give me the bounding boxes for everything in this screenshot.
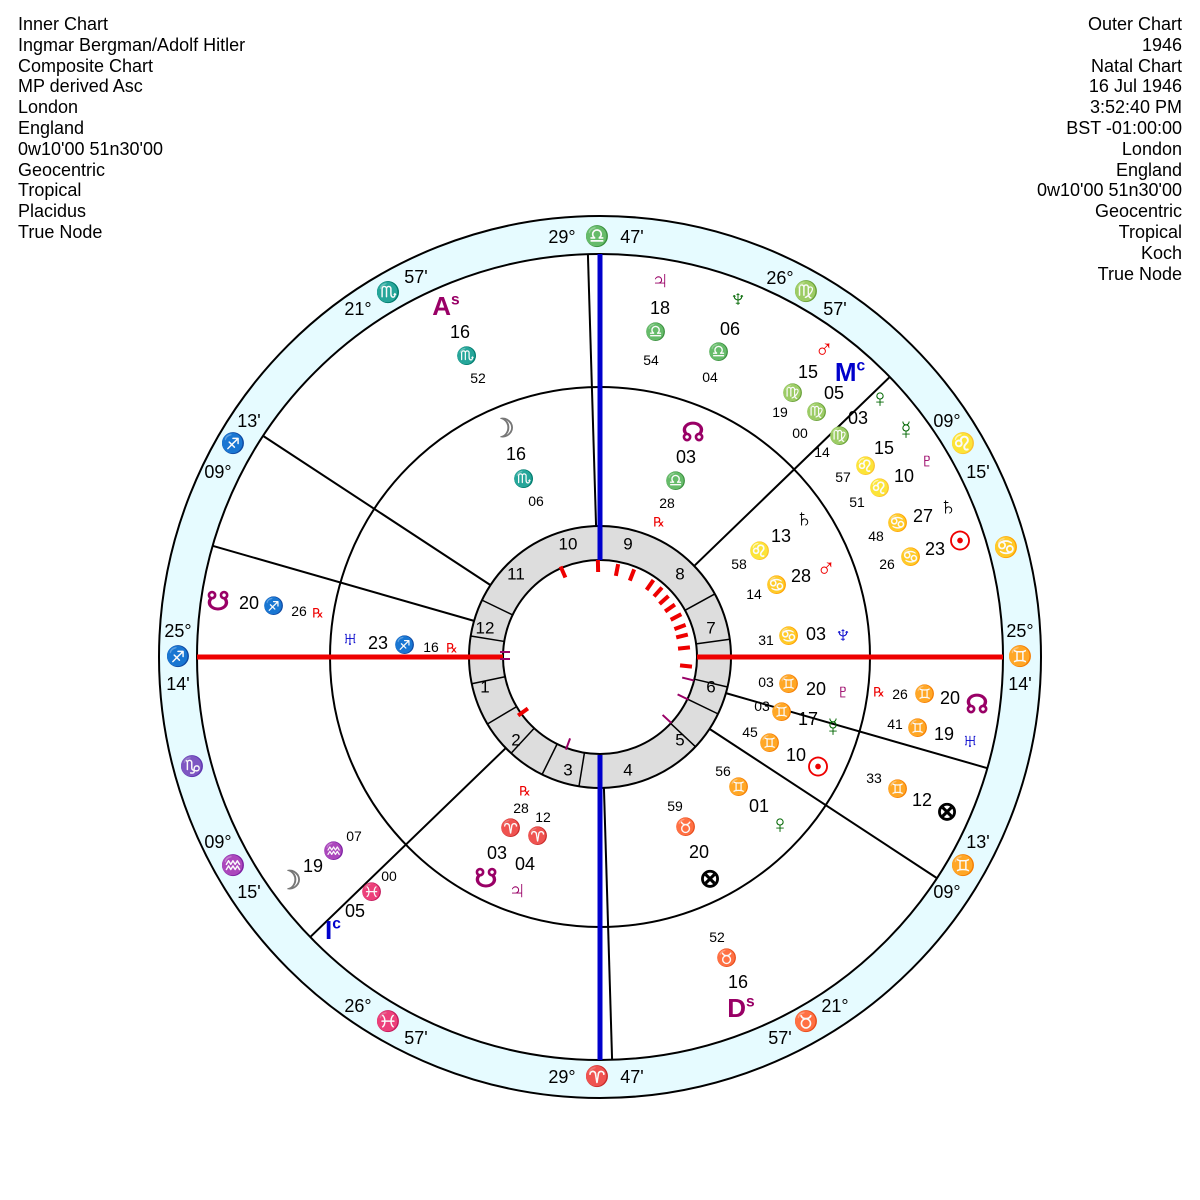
planet-minutes: 00 [792, 425, 808, 441]
cusp-degree: 26° [344, 996, 372, 1016]
info-line: Inner Chart [18, 14, 109, 34]
planet-degree: 16 [449, 322, 471, 342]
cusp-degree: 21° [821, 996, 849, 1016]
planet-sign-icon: ♊ [778, 674, 800, 694]
planet-minutes: 07 [346, 828, 362, 844]
planet-sign-icon: ♊ [887, 779, 909, 799]
planet-sign-icon: ♊ [907, 718, 929, 738]
descendant-icon: $D^s$ [727, 993, 755, 1023]
cusp-degree: 25° [1006, 621, 1034, 641]
planet-minutes: 41 [887, 716, 903, 732]
planet-minutes: 03 [754, 698, 770, 714]
planet-sign-icon: ♐ [263, 596, 285, 616]
cusp-minutes: 57' [404, 1028, 428, 1048]
info-line: Natal Chart [1090, 55, 1182, 76]
cusp-minutes: 14' [166, 674, 190, 694]
cusp-degree: 29° [548, 1067, 576, 1087]
cusp-minutes: 15' [237, 882, 261, 902]
planet-sign-icon: ♓ [361, 882, 383, 902]
planet-sign-icon: ♋ [887, 513, 909, 533]
planet-sign-icon: ♐ [394, 635, 416, 655]
info-line: Koch [1140, 242, 1182, 263]
planet-degree: 20 [939, 688, 961, 708]
house-number-7: 7 [706, 618, 716, 638]
planet-minutes: 56 [715, 763, 731, 779]
planet-minutes: 45 [742, 724, 758, 740]
planet-degree: 15 [797, 362, 819, 382]
cusp-degree: 29° [548, 227, 576, 247]
pluto-icon: ♇ [917, 445, 937, 475]
planet-sign-icon: ♋ [778, 626, 800, 646]
info-line: 1946 [1141, 34, 1182, 55]
house-number-3: 3 [563, 760, 573, 780]
cusp-sign-icon: ♏ [375, 282, 401, 304]
house-number-8: 8 [675, 564, 685, 584]
info-line: London [18, 97, 79, 118]
planet-minutes: 03 [758, 674, 774, 690]
planet-minutes: 54 [643, 352, 659, 368]
cusp-minutes: 57' [404, 267, 428, 287]
neptune-icon: ♆ [833, 619, 853, 649]
cusp-sign-icon: ♒ [220, 855, 246, 877]
cusp-degree: 09° [204, 832, 232, 852]
planet-sign-icon: ♊ [759, 733, 781, 753]
planet-minutes: 00 [381, 868, 397, 884]
planet-minutes: 31 [758, 632, 774, 648]
info-line: 16 Jul 1946 [1088, 76, 1182, 97]
planet-minutes: 52 [709, 929, 725, 945]
jupiter-icon: ♃ [650, 265, 670, 295]
cusp-minutes: 47' [620, 1067, 644, 1087]
info-line: True Node [1097, 263, 1182, 284]
info-line: BST -01:00:00 [1066, 117, 1182, 138]
planet-sign-icon: ♉ [716, 948, 738, 968]
planet-sign-icon: ♌ [869, 478, 891, 498]
info-line: Placidus [18, 201, 87, 222]
venus-icon: ♀ [870, 383, 890, 413]
cusp-minutes: 47' [620, 227, 644, 247]
planet-degree: 20 [805, 679, 827, 699]
planet-degree: 28 [790, 566, 812, 586]
cusp-sign-icon: ♎ [584, 226, 610, 248]
zodiac-sign-icon: ♋ [993, 537, 1019, 559]
aspect-tick [680, 665, 692, 666]
planet-minutes: 33 [866, 770, 882, 786]
cusp-degree: 09° [933, 882, 961, 902]
planet-degree: 20 [238, 593, 260, 613]
planet-degree: 06 [719, 319, 741, 339]
cusp-minutes: 15' [966, 462, 990, 482]
info-line: 0w10'00 51n30'00 [18, 138, 164, 159]
cusp-sign-icon: ♍ [793, 281, 819, 303]
retrograde-icon: ℞ [446, 640, 458, 656]
planet-sign-icon: ♉ [675, 817, 697, 837]
cusp-minutes: 57' [768, 1028, 792, 1048]
planet-minutes: 26 [892, 686, 908, 702]
center-circle [503, 560, 697, 754]
part-of-fortune-2-icon: ⊗ [699, 863, 721, 893]
planet-degree: 04 [514, 854, 536, 874]
midheaven-icon: $M^c$ [834, 357, 866, 387]
planet-degree: 01 [748, 796, 770, 816]
north-node-icon: ☊ [965, 689, 989, 719]
uranus-icon: ♅ [340, 623, 360, 653]
planet-degree: 16 [727, 972, 749, 992]
info-line: Tropical [1118, 221, 1182, 242]
planet-minutes: 14 [814, 444, 830, 460]
cusp-sign-icon: ♊ [1007, 646, 1033, 668]
planet-degree: 18 [649, 298, 671, 318]
info-line: England [18, 117, 85, 138]
planet-sign-icon: ♍ [782, 383, 804, 403]
planet-minutes: 04 [702, 369, 718, 385]
cusp-sign-icon: ♉ [793, 1011, 819, 1033]
house-number-4: 4 [623, 760, 633, 780]
cusp-degree: 26° [766, 268, 794, 288]
house-number-11: 11 [507, 564, 525, 584]
planet-degree: 23 [367, 633, 389, 653]
ascendant-icon: $A^s$ [432, 291, 460, 321]
planet-sign-icon: ♊ [914, 684, 936, 704]
planet-minutes: 51 [849, 494, 865, 510]
cusp-minutes: 57' [823, 299, 847, 319]
planet-degree: 15 [873, 438, 895, 458]
planet-sign-icon: ♒ [323, 841, 345, 861]
imum-coeli-icon: $I^c$ [325, 915, 341, 945]
zodiac-sign-icon: ♑ [179, 756, 205, 778]
planet-sign-icon: ♋ [766, 575, 788, 595]
cusp-degree: 25° [164, 621, 192, 641]
mars-icon: ♂ [816, 552, 836, 582]
planet-sign-icon: ♏ [513, 469, 535, 489]
planet-minutes: 26 [879, 556, 895, 572]
cusp-degree: 21° [344, 299, 372, 319]
planet-degree: 03 [675, 447, 697, 467]
neptune-icon: ♆ [728, 283, 748, 313]
info-line: Geocentric [1094, 201, 1182, 222]
planet-minutes: 58 [731, 556, 747, 572]
pluto-icon: ♇ [833, 676, 853, 706]
cusp-sign-icon: ♐ [165, 646, 191, 668]
planet-minutes: 28 [513, 800, 529, 816]
planet-sign-icon: ♋ [900, 547, 922, 567]
planet-minutes: 06 [528, 493, 544, 509]
planet-degree: 20 [688, 842, 710, 862]
retrograde-icon: ℞ [519, 783, 531, 799]
planet-degree: 19 [302, 856, 324, 876]
planet-degree: 19 [933, 724, 955, 744]
cusp-minutes: 14' [1008, 674, 1032, 694]
planet-sign-icon: ♈ [500, 818, 522, 838]
planet-sign-icon: ♊ [771, 702, 793, 722]
sun-icon: ☉ [948, 526, 972, 556]
planet-sign-icon: ♌ [749, 541, 771, 561]
planet-degree: 27 [912, 506, 934, 526]
planet-degree: 03 [486, 843, 508, 863]
house-number-2: 2 [511, 730, 521, 750]
sun-icon: ☉ [806, 752, 830, 782]
aspect-tick [678, 647, 690, 648]
planet-sign-icon: ♍ [806, 402, 828, 422]
moon-icon: ☽ [491, 413, 515, 443]
planet-sign-icon: ♌ [855, 456, 877, 476]
house-number-10: 10 [558, 534, 578, 554]
planet-minutes: 26 [291, 603, 307, 619]
saturn-icon: ♄ [938, 491, 958, 521]
north-node-icon: ☊ [681, 417, 705, 447]
info-line: Ingmar Bergman/Adolf Hitler [18, 34, 246, 55]
planet-minutes: 19 [772, 404, 788, 420]
cusp-degree: 09° [204, 462, 232, 482]
mercury-icon: ☿ [896, 415, 916, 445]
planet-sign-icon: ♎ [665, 471, 687, 491]
planet-sign-icon: ♎ [645, 322, 667, 342]
planet-minutes: 12 [535, 809, 551, 825]
cusp-sign-icon: ♈ [584, 1066, 610, 1088]
cusp-minutes: 13' [237, 411, 261, 431]
planet-degree: 05 [823, 383, 845, 403]
south-node-icon: ☋ [474, 863, 498, 893]
retrograde-icon: ℞ [873, 684, 885, 700]
cusp-sign-icon: ♌ [950, 433, 976, 455]
planet-degree: 12 [911, 790, 933, 810]
info-line: 0w10'00 51n30'00 [1036, 180, 1182, 201]
planet-minutes: 28 [659, 495, 675, 511]
planet-sign-icon: ♊ [728, 777, 750, 797]
info-line: 3:52:40 PM [1089, 97, 1182, 118]
cusp-minutes: 13' [966, 832, 990, 852]
planet-sign-icon: ♈ [527, 826, 549, 846]
planet-sign-icon: ♏ [456, 346, 478, 366]
planet-degree: 10 [785, 745, 807, 765]
planet-minutes: 52 [470, 370, 486, 386]
saturn-icon: ♄ [794, 503, 814, 533]
house-number-6: 6 [706, 677, 716, 697]
info-line: Composite Chart [18, 55, 154, 76]
planet-degree: 17 [797, 709, 819, 729]
info-line: Geocentric [18, 159, 106, 180]
aspect-tick [616, 564, 618, 576]
south-node-2-icon: ☋ [206, 586, 230, 616]
planet-degree: 10 [893, 466, 915, 486]
moon-icon: ☽ [278, 865, 302, 895]
cusp-sign-icon: ♐ [220, 433, 246, 455]
planet-minutes: 14 [746, 586, 762, 602]
planet-sign-icon: ♍ [829, 426, 851, 446]
planet-degree: 13 [770, 526, 792, 546]
info-line: True Node [18, 221, 103, 242]
planet-degree: 16 [505, 444, 527, 464]
planet-degree: 03 [847, 408, 869, 428]
planet-degree: 03 [805, 624, 827, 644]
retrograde-icon: ℞ [653, 514, 665, 530]
venus-icon: ♀ [770, 809, 790, 839]
cusp-sign-icon: ♊ [950, 855, 976, 877]
info-line: MP derived Asc [18, 76, 143, 97]
planet-minutes: 16 [423, 639, 439, 655]
planet-sign-icon: ♎ [708, 342, 730, 362]
info-line: Outer Chart [1087, 14, 1182, 34]
mars-icon: ♂ [814, 333, 834, 363]
house-number-5: 5 [675, 730, 685, 750]
info-line: Tropical [18, 180, 82, 201]
house-number-1: 1 [480, 677, 490, 697]
planet-degree: 23 [924, 539, 946, 559]
planet-degree: 05 [344, 901, 366, 921]
planet-minutes: 48 [868, 528, 884, 544]
uranus-icon: ♅ [960, 725, 980, 755]
cusp-sign-icon: ♓ [375, 1011, 401, 1033]
planet-minutes: 59 [667, 798, 683, 814]
cusp-degree: 09° [933, 411, 961, 431]
part-of-fortune-icon: ⊗ [936, 796, 958, 826]
house-number-9: 9 [623, 534, 633, 554]
info-line: England [1115, 159, 1182, 180]
retrograde-icon: ℞ [312, 605, 324, 621]
house-number-12: 12 [475, 618, 495, 638]
jupiter-icon: ♃ [507, 875, 527, 905]
mercury-icon: ☿ [823, 712, 843, 742]
info-line: London [1121, 138, 1182, 159]
planet-minutes: 57 [835, 469, 851, 485]
